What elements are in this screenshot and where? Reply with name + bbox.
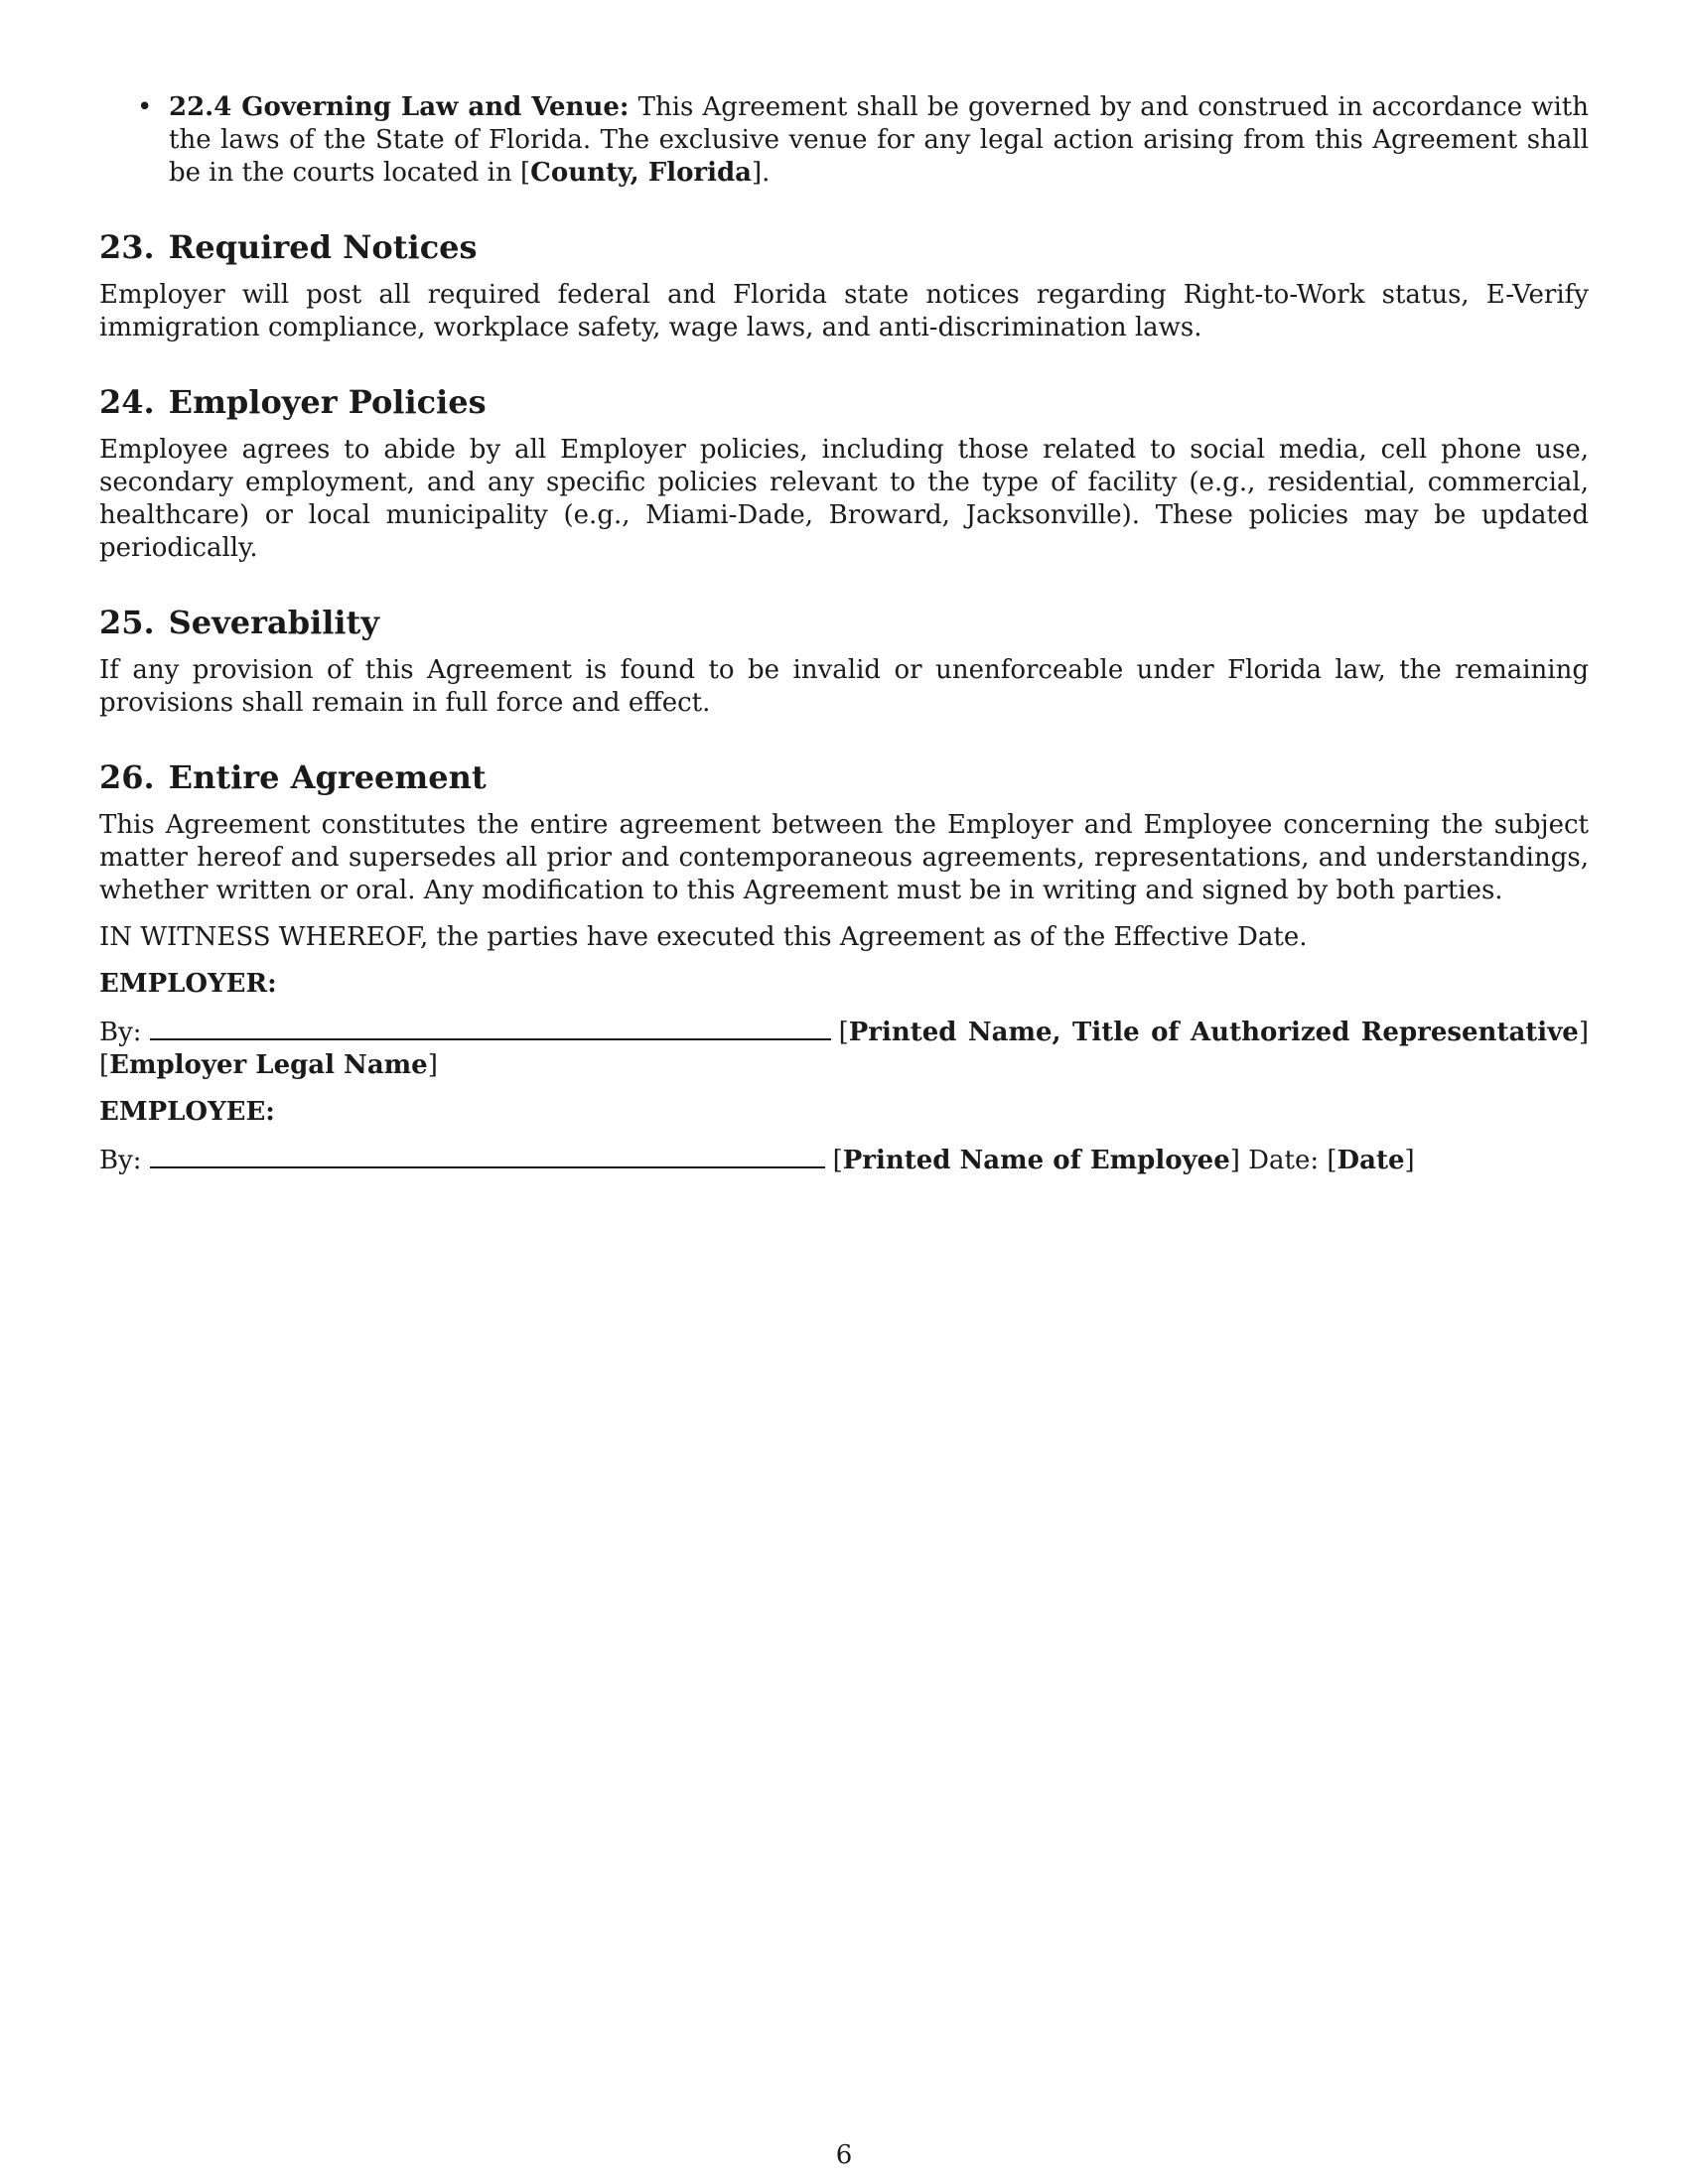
section-body-26: This Agreement constitutes the entire agreement between the Employer and Employee concerning the subject matter hereof and supersedes all prior and contemporaneous agreements, representations, and understandings, whether written or oral. Any modification to this Agreement must be in writing and signed by both parties.	[99, 810, 1589, 905]
document-page	[99, 91, 1589, 1177]
county-placeholder: County, Florida	[530, 158, 753, 188]
clause-label: 22.4 Governing Law and Venue:	[169, 92, 630, 122]
section-body-24: Employee agrees to abide by all Employer policies, including those related to social media, cell phone use, secondary employment, and any specific policies relevant to the type of facility (e.g., residential, commercial, healthcare) or local municipality (e.g., Miami-Dade, Broward, Jacksonville). These policies may be updated periodically.	[99, 435, 1589, 563]
witness-statement: IN WITNESS WHEREOF, the parties have executed this Agreement as of the Effective Date.	[99, 922, 1308, 952]
employee-signature-row: By: [Printed Name of Employee] Date: [Date]	[99, 1143, 1589, 1177]
employer-printed-name: Printed Name, Title of Authorized Representative	[848, 1018, 1579, 1047]
section-body-23: Employer will post all required federal and Florida state notices regarding Right-to-Work status, E-Verify immigration compliance, workplace safety, wage laws, and anti-discrimination laws.	[99, 280, 1589, 342]
list-item-governing-law: • 22.4 Governing Law and Venue: This Agreement shall be governed by and construed in accordance with the laws of the State of Florida. The exclusive venue for any legal action arising from this Agreement shall be in the courts located in [County, Florida].	[137, 92, 1589, 188]
clause-text: This Agreement shall be governed by and construed in accordance with the laws of the State of Florida. The exclusive venue for any legal action arising from this Agreement shall be in the courts located in	[169, 92, 1589, 188]
employer-legal-name: Employer Legal Name	[109, 1050, 428, 1080]
employer-signature-row: By: [Printed Name, Title of Authorized Representative]	[99, 1015, 1589, 1049]
bullet-icon: •	[137, 92, 153, 122]
employer-legal-name-row: [Employer Legal Name]	[99, 1050, 438, 1080]
section-heading-24: 24. Employer Policies	[99, 383, 487, 421]
section-heading-26: 26. Entire Agreement	[99, 758, 487, 796]
employee-label: EMPLOYEE:	[99, 1097, 275, 1127]
bullet-list	[99, 91, 1589, 190]
page-number: 6	[835, 2140, 853, 2170]
employee-signature-line[interactable]	[150, 1143, 825, 1168]
employer-by-label: By:	[99, 1018, 142, 1047]
section-heading-25: 25. Severability	[99, 604, 379, 641]
section-body-25: If any provision of this Agreement is found to be invalid or unenforceable under Florida law, the remaining provisions shall remain in full force and effect.	[99, 655, 1589, 718]
employee-printed-name: Printed Name of Employee	[842, 1146, 1230, 1175]
employer-signature-line[interactable]	[150, 1015, 831, 1040]
section-heading-23: 23. Required Notices	[99, 228, 478, 266]
employer-label: EMPLOYER:	[99, 969, 277, 999]
employee-by-label: By:	[99, 1146, 142, 1175]
date-label: Date:	[1248, 1146, 1320, 1175]
date-placeholder: Date	[1336, 1146, 1405, 1175]
